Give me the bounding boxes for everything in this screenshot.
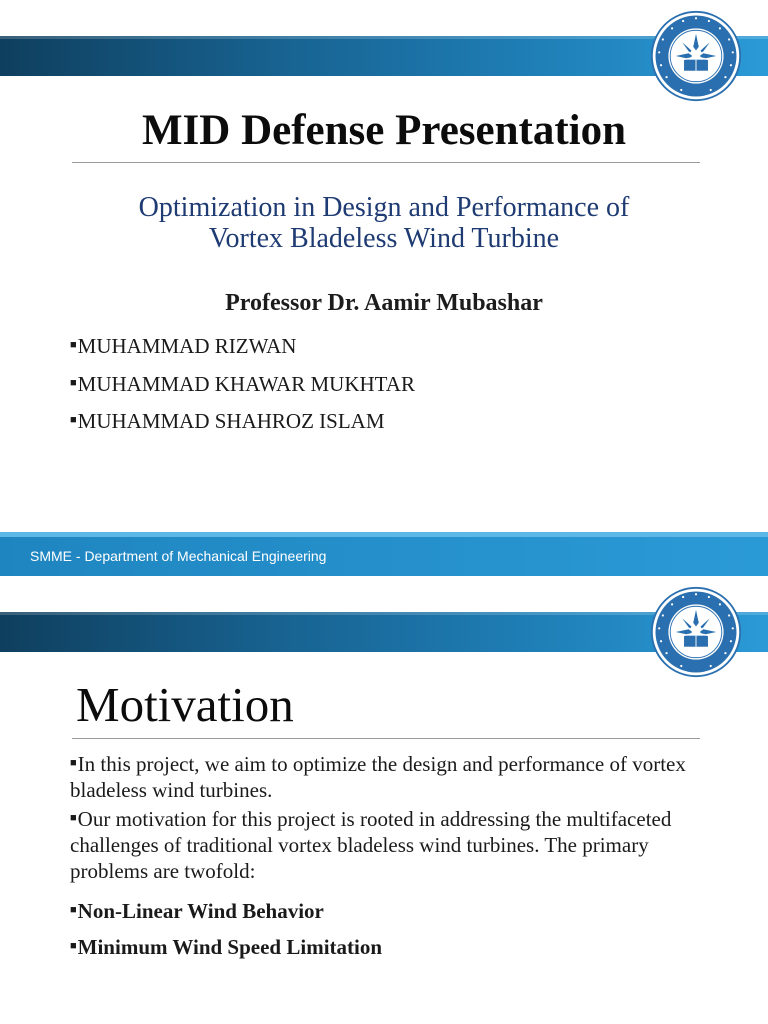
project-title-line-2: Vortex Bladeless Wind Turbine xyxy=(208,223,560,254)
square-bullet-icon: ■ xyxy=(70,339,77,351)
member-name: MUHAMMAD SHAHROZ ISLAM xyxy=(77,409,385,433)
slide-title: Motivation xyxy=(76,677,294,732)
square-bullet-icon: ■ xyxy=(70,414,77,426)
university-seal-icon xyxy=(650,10,742,102)
problem-text: Non-Linear Wind Behavior xyxy=(77,899,324,923)
title-divider xyxy=(72,738,700,739)
square-bullet-icon: ■ xyxy=(70,904,77,916)
list-item xyxy=(70,928,710,964)
supervisor-name: Professor Dr. Aamir Mubashar xyxy=(225,290,543,316)
list-item xyxy=(70,892,710,928)
university-seal-icon xyxy=(650,586,742,678)
motivation-slide xyxy=(0,576,768,1024)
member-name: MUHAMMAD RIZWAN xyxy=(77,334,297,358)
slide-title: MID Defense Presentation xyxy=(141,107,627,154)
slide-body xyxy=(70,750,710,964)
footer-text: SMME - Department of Mechanical Engineering xyxy=(30,548,327,564)
title-divider xyxy=(72,162,700,163)
square-bullet-icon: ■ xyxy=(70,812,77,824)
list-item xyxy=(70,805,710,884)
square-bullet-icon: ■ xyxy=(70,940,77,952)
square-bullet-icon: ■ xyxy=(70,376,77,389)
paragraph-text: Our motivation for this project is rooted in addressing the multifaceted challenges of traditional vortex bladeless wind turbines. The primary problems are twofold: xyxy=(70,807,672,883)
project-title xyxy=(84,192,684,254)
problem-text: Minimum Wind Speed Limitation xyxy=(77,935,383,959)
member-list xyxy=(70,330,415,443)
list-item xyxy=(70,750,710,803)
member-name: MUHAMMAD KHAWAR MUKHTAR xyxy=(77,371,415,396)
square-bullet-icon: ■ xyxy=(70,757,77,769)
footer-band xyxy=(0,532,768,576)
list-item xyxy=(70,330,415,368)
list-item xyxy=(70,368,415,406)
project-title-line-1: Optimization in Design and Performance of xyxy=(138,192,630,223)
list-item xyxy=(70,405,415,443)
paragraph-text: In this project, we aim to optimize the design and performance of vortex bladeless wind turbines. xyxy=(70,752,686,802)
